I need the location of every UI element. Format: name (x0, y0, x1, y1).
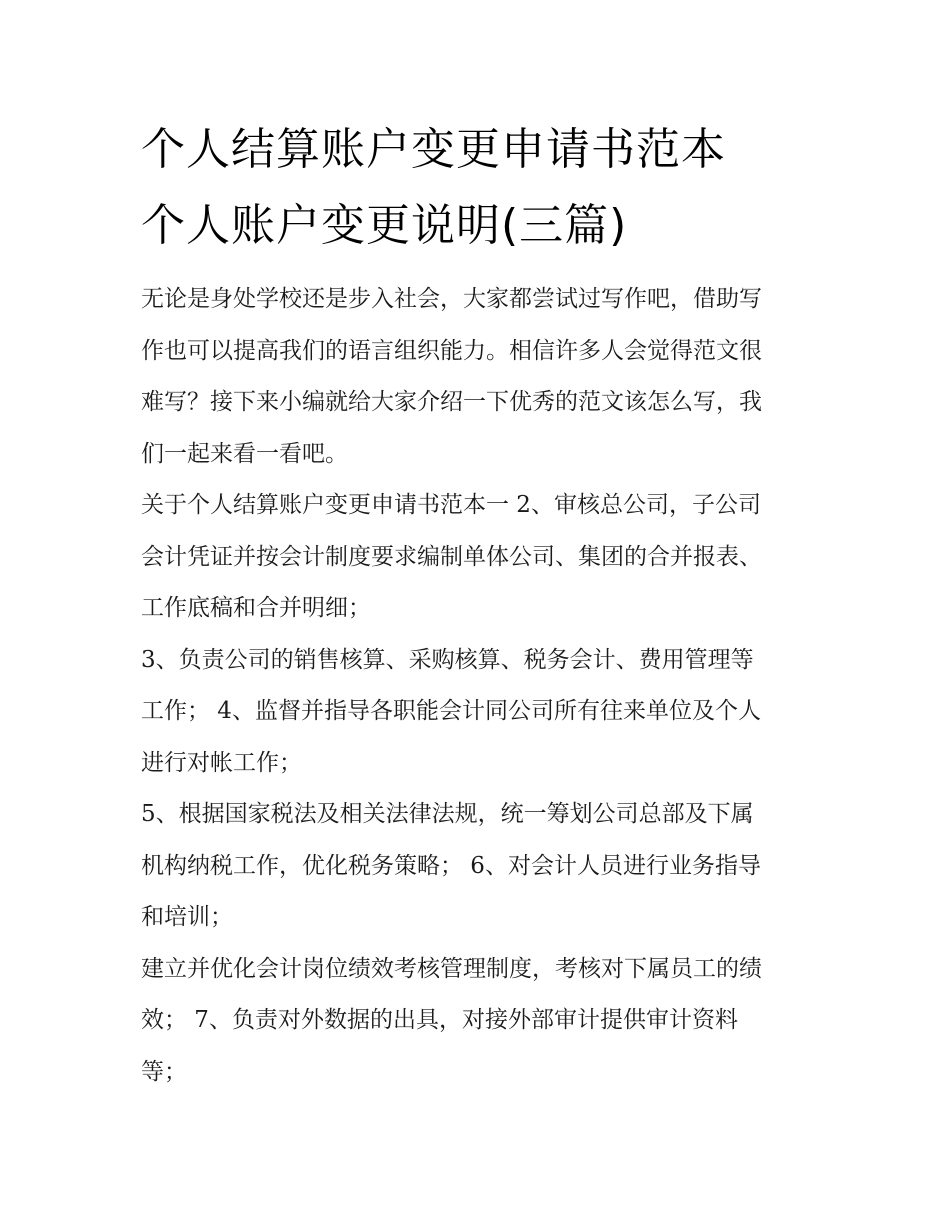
body-line: 作也可以提高我们的语言组织能力。相信许多人会觉得范文很 (141, 337, 762, 364)
body-line: 工作底稿和合并明细； (141, 595, 371, 621)
body-line: 5、根据国家税法及相关法律法规，统一筹划公司总部及下属 (141, 801, 754, 827)
document-body (141, 274, 821, 1098)
body-line: 等； (141, 1058, 187, 1085)
body-line: 无论是身处学校还是步入社会，大家都尝试过写作吧，借助写 (141, 286, 762, 312)
body-line: 效； 7、负责对外数据的出具，对接外部审计提供审计资料 (141, 1007, 738, 1033)
body-line: 们一起来看一看吧。 (141, 440, 348, 467)
body-line: 3、负责公司的销售核算、采购核算、税务会计、费用管理等 (141, 646, 754, 673)
body-line: 机构纳税工作，优化税务策略； 6、对会计人员进行业务指导 (141, 852, 761, 879)
document-content (141, 112, 821, 1098)
body-line: 会计凭证并按会计制度要求编制单体公司、集团的合并报表、 (141, 543, 762, 570)
title-line: 个人账户变更说明(三篇) (141, 200, 628, 251)
body-line: 关于个人结算账户变更申请书范本一 2、审核总公司，子公司 (141, 492, 761, 518)
body-line: 进行对帐工作； (141, 749, 302, 776)
body-line: 工作； 4、监督并指导各职能会计同公司所有往来单位及个人 (141, 698, 761, 724)
title-line: 个人结算账户变更申请书范本 (141, 124, 726, 175)
document-title (141, 112, 821, 264)
body-line: 和培训； (141, 904, 233, 930)
body-line: 难写？接下来小编就给大家介绍一下优秀的范文该怎么写，我 (141, 389, 762, 415)
body-line: 建立并优化会计岗位绩效考核管理制度，考核对下属员工的绩 (141, 955, 762, 982)
